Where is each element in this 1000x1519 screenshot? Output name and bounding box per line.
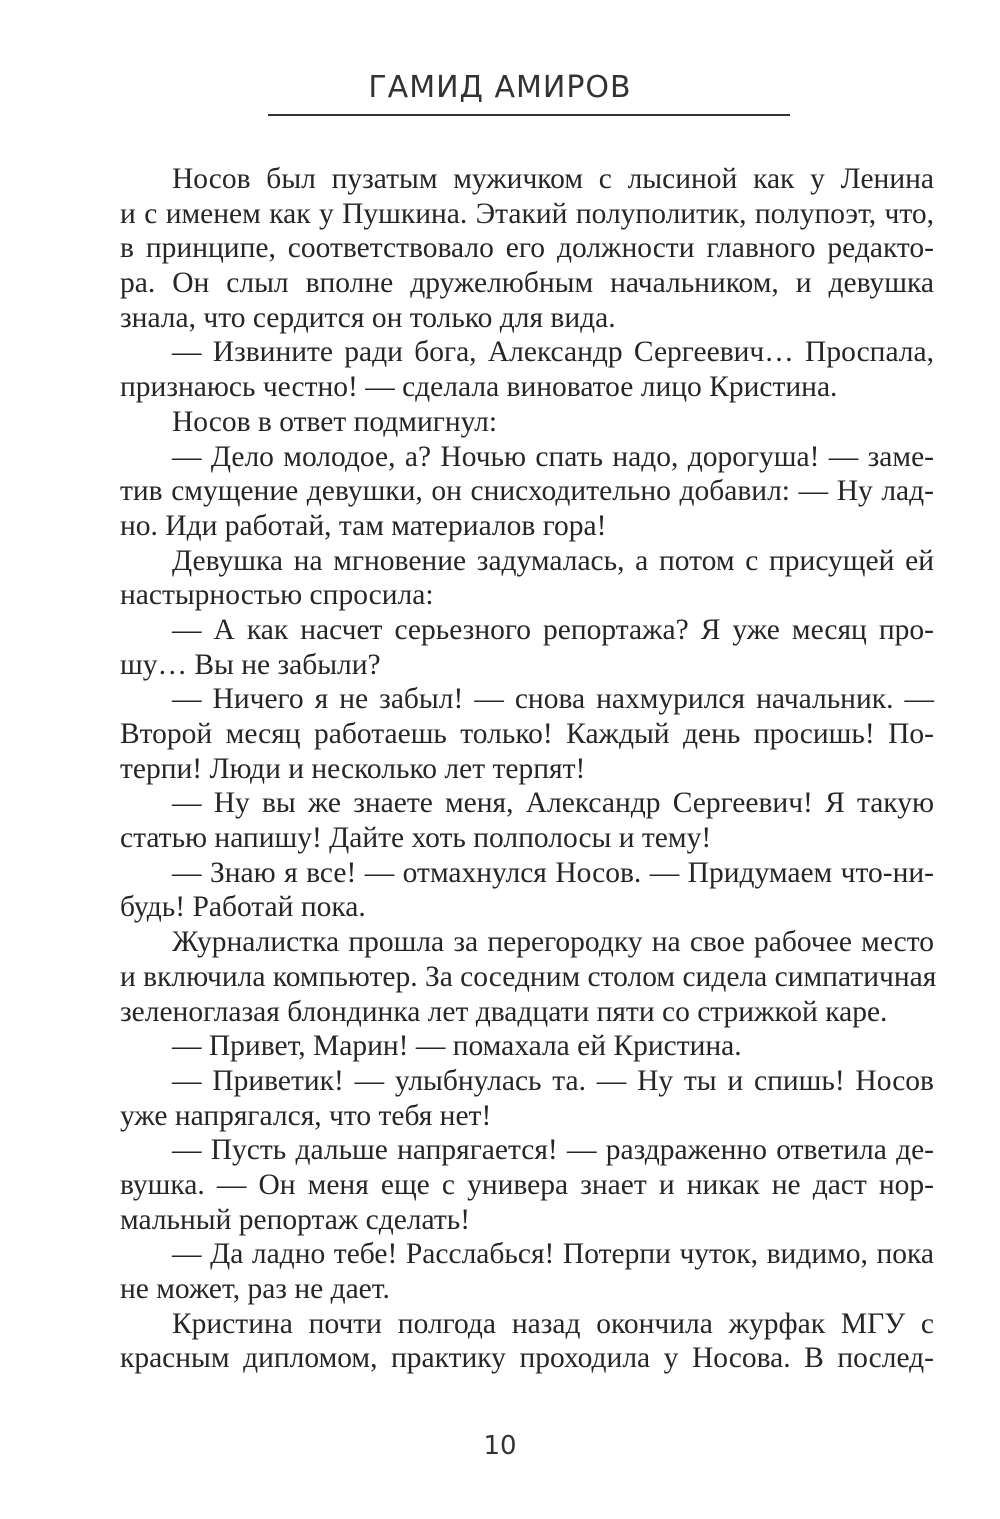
header-divider — [268, 114, 790, 116]
text-line: Второй месяц работаешь только! Каждый день просишь! По- — [120, 718, 934, 750]
text-line: Журналистка прошла за перегородку на свое рабочее место — [172, 926, 934, 959]
text-line: — Дело молодое, а? Ночью спать надо, дорогуша! — заме- — [172, 440, 934, 473]
text-line: статью напишу! Дайте хоть полполосы и тему! — [120, 822, 712, 855]
text-line: мальный репортаж сделать! — [120, 1203, 471, 1236]
text-line: Носов был пузатым мужичком с лысиной как у Ленина — [172, 163, 934, 195]
text-line: Кристина почти полгода назад окончила журфак МГУ с — [172, 1307, 934, 1340]
text-line: — А как насчет серьезного репортажа? Я уже месяц про- — [172, 613, 934, 646]
text-line: шу… Вы не забыли? — [120, 648, 381, 681]
text-line: — Приветик! — улыбнулась та. — Ну ты и спишь! Носов — [172, 1064, 934, 1097]
text-line: и с именем как у Пушкина. Этакий полуполитик, полупоэт, что, — [120, 197, 934, 230]
text-line: терпи! Люди и несколько лет терпят! — [120, 752, 586, 785]
page-body-text — [120, 162, 937, 1376]
text-line: — Знаю я все! — отмахнулся Носов. — Придумаем что-ни- — [172, 856, 934, 889]
text-line: в принципе, соответствовало его должности главного редакто- — [120, 232, 934, 265]
text-line: Носов в ответ подмигнул: — [172, 405, 498, 438]
text-line: — Пусть дальше напрягается! — раздраженно ответила де- — [172, 1134, 934, 1167]
text-line: — Извините ради бога, Александр Сергеевич… Проспала, — [172, 336, 934, 369]
text-line: тив смущение девушки, он снисходительно добавил: — Ну лад- — [120, 475, 934, 508]
text-line: красным дипломом, практику проходила у Носова. В послед- — [120, 1342, 934, 1375]
text-line: Девушка на мгновение задумалась, а потом с присущей ей — [172, 544, 934, 577]
text-line: — Да ладно тебе! Расслабься! Потерпи чуток, видимо, пока — [172, 1238, 934, 1271]
page-number: 10 — [483, 1431, 517, 1461]
text-line: будь! Работай пока. — [120, 891, 366, 924]
text-line: зеленоглазая блондинка лет двадцати пяти со стрижкой каре. — [120, 995, 888, 1028]
text-line: — Ну вы же знаете меня, Александр Сергеевич! Я такую — [172, 787, 934, 820]
text-line: — Привет, Марин! — помахала ей Кристина. — [172, 1030, 742, 1063]
text-line: настырностью спросила: — [120, 579, 434, 612]
text-line: но. Иди работай, там материалов гора! — [120, 509, 607, 542]
text-line: — Ничего я не забыл! — снова нахмурился начальник. — — [172, 683, 934, 716]
text-line: знала, что сердится он только для вида. — [120, 301, 616, 334]
text-line: не может, раз не дает. — [120, 1273, 390, 1305]
text-line: ра. Он слыл вполне дружелюбным начальником, и девушка — [120, 267, 934, 300]
text-line: вушка. — Он меня еще с универа знает и никак не даст нор- — [120, 1168, 934, 1201]
running-header-title: ГАМИД АМИРОВ — [368, 70, 632, 105]
text-line: признаюсь честно! — сделала виноватое лицо Кристина. — [120, 371, 838, 404]
text-line: уже напрягался, что тебя нет! — [120, 1099, 492, 1132]
text-line: и включила компьютер. За соседним столом сидела симпатичная — [120, 960, 937, 993]
